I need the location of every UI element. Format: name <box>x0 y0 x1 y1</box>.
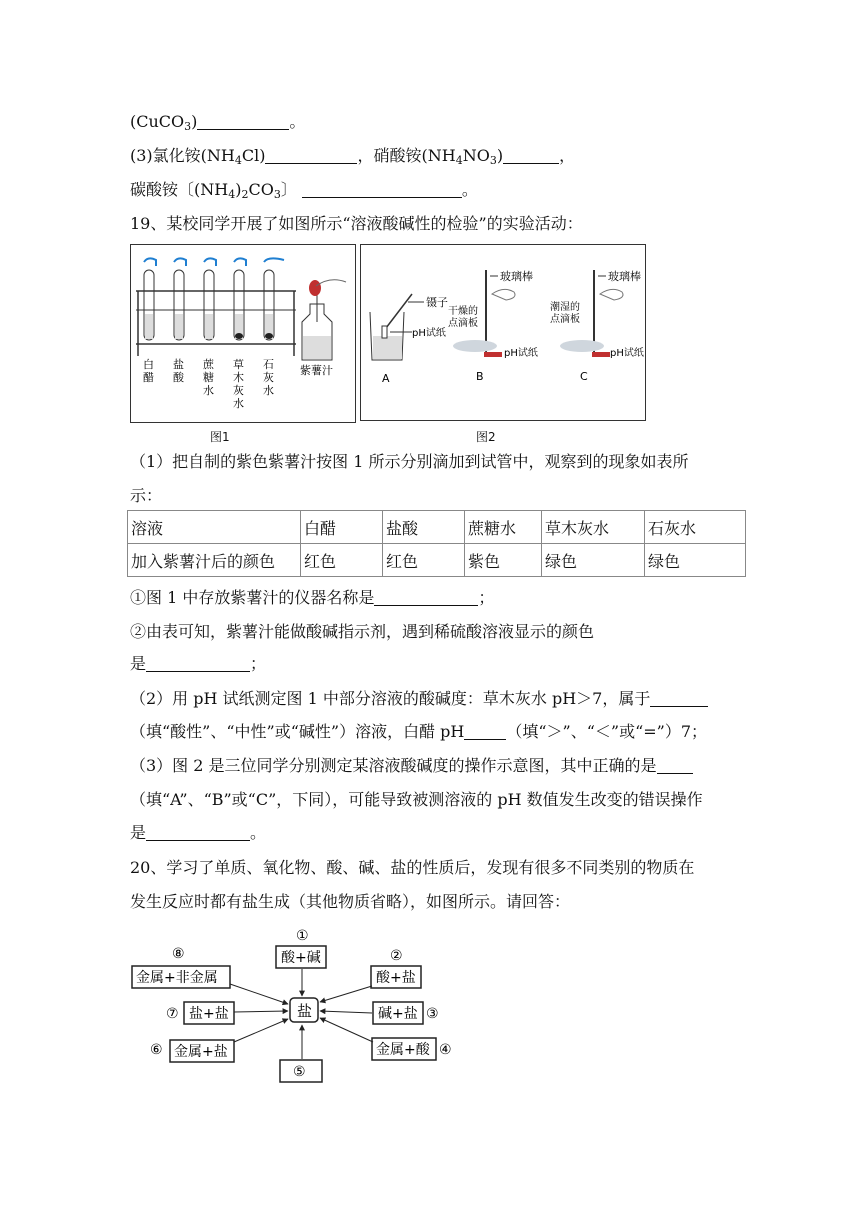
table-cell: 红色 <box>301 544 383 577</box>
q19-part3-line2: （填“A”、“B”或“C”，下同），可能导致被测溶液的 pH 数值发生改变的错误操作 <box>130 790 703 809</box>
num-8: ⑧ <box>172 946 185 962</box>
rod-label-c: 玻璃棒 <box>608 270 641 283</box>
wet-plate-label <box>550 300 580 325</box>
box-5: ⑤ <box>293 1064 306 1080</box>
q19-item2-line2: 是 ； <box>130 654 267 673</box>
answer-blank[interactable] <box>146 655 250 672</box>
line-ammonium-carbonate: 碳酸铵〔$(NH_4)_2CO_3$〕 。 <box>130 180 478 201</box>
box-7: 盐+盐 <box>189 1006 229 1022</box>
q19-part2-line2: （填“酸性”、“中性”或“碱性”）溶液，白醋 pH （填“＞”、“＜”或“=”）7； <box>130 722 708 741</box>
color-table <box>127 510 746 577</box>
question-19: 19、某校同学开展了如图所示“溶液酸碱性的检验”的实验活动： <box>130 214 583 233</box>
answer-blank[interactable] <box>197 113 289 130</box>
num-1: ① <box>296 928 309 944</box>
table-cell: 白醋 <box>301 511 383 544</box>
center-label: 盐 <box>297 1002 313 1020</box>
table-cell: 绿色 <box>542 544 645 577</box>
rod-label-b: 玻璃棒 <box>500 270 533 283</box>
num-6: ⑥ <box>150 1042 163 1058</box>
table-cell: 紫色 <box>465 544 542 577</box>
box-4: 金属+酸 <box>376 1042 430 1058</box>
table-row <box>128 544 746 577</box>
table-cell: 石灰水 <box>645 511 746 544</box>
answer-blank[interactable] <box>265 147 357 164</box>
line-cuco3: (CuCO$_3$) 。 <box>130 112 306 133</box>
num-4: ④ <box>439 1042 452 1058</box>
q19-item2-line1: ②由表可知，紫薯汁能做酸碱指示剂，遇到稀硫酸溶液显示的颜色 <box>130 622 595 641</box>
ph-paper-label-c: pH试纸 <box>610 348 644 359</box>
dry-plate-line2: 点滴板 <box>448 318 478 329</box>
answer-blank[interactable] <box>503 147 559 164</box>
salt-diagram <box>126 922 466 1092</box>
box-2: 酸+盐 <box>376 970 416 986</box>
tube-label-5: 石灰水 <box>263 358 274 397</box>
label-c: C <box>580 370 588 383</box>
q19-part3-line3: 是 。 <box>130 823 267 842</box>
tube-label-3: 蔗糖水 <box>203 358 214 397</box>
table-cell: 溶液 <box>128 511 301 544</box>
figure-2 <box>360 244 646 426</box>
num-3: ③ <box>426 1006 439 1022</box>
num-2: ② <box>390 948 403 964</box>
answer-blank[interactable] <box>302 181 462 198</box>
table-cell: 加入紫薯汁后的颜色 <box>128 544 301 577</box>
box-1: 酸+碱 <box>281 950 321 966</box>
table-cell: 绿色 <box>645 544 746 577</box>
tube-label-1: 白醋 <box>143 358 154 384</box>
num-7: ⑦ <box>166 1006 179 1022</box>
figure-2-caption: 图2 <box>476 430 496 444</box>
box-8: 金属+非金属 <box>136 970 218 986</box>
table-row <box>128 511 746 544</box>
figure-1-caption: 图1 <box>210 430 230 444</box>
tube-label-4: 草木灰水 <box>233 358 244 410</box>
label-a: A <box>382 372 390 385</box>
table-cell: 蔗糖水 <box>465 511 542 544</box>
wet-plate-line1: 潮湿的 <box>550 302 580 313</box>
q19-part2-line1: （2）用 pH 试纸测定图 1 中部分溶液的酸碱度：草木灰水 pH＞7，属于 <box>130 689 708 709</box>
table-cell: 红色 <box>383 544 465 577</box>
table-cell: 草木灰水 <box>542 511 645 544</box>
q19-item1: ①图 1 中存放紫薯汁的仪器名称是 ； <box>130 588 495 607</box>
dry-plate-line1: 干燥的 <box>448 306 478 317</box>
answer-blank[interactable] <box>146 824 250 841</box>
ph-paper-label-a: pH试纸 <box>412 328 446 339</box>
answer-blank[interactable] <box>657 757 693 774</box>
line-ammonium: (3)氯化铵$(NH_4Cl)$ ，硝酸铵$(NH_4NO_3)$ ， <box>130 146 576 167</box>
table-cell: 盐酸 <box>383 511 465 544</box>
tweezers-label: 镊子 <box>426 296 448 309</box>
bottle-label: 紫薯汁 <box>300 364 333 377</box>
answer-blank[interactable] <box>650 690 708 707</box>
dry-plate-label <box>448 304 478 329</box>
q19-part1-line2: 示： <box>130 486 163 505</box>
answer-blank[interactable] <box>374 589 478 606</box>
wet-plate-line2: 点滴板 <box>550 314 580 325</box>
question-20-line2: 发生反应时都有盐生成（其他物质省略），如图所示。请回答： <box>130 892 571 911</box>
q19-part3-line1: （3）图 2 是三位同学分别测定某溶液酸碱度的操作示意图，其中正确的是 <box>130 756 693 776</box>
figure-1 <box>130 244 356 428</box>
tube-label-2: 盐酸 <box>173 358 184 384</box>
ph-paper-label-b: pH试纸 <box>504 348 538 359</box>
label-b: B <box>476 370 484 383</box>
box-6: 金属+盐 <box>174 1044 228 1060</box>
question-20-line1: 20、学习了单质、氧化物、酸、碱、盐的性质后，发现有很多不同类别的物质在 <box>130 858 695 877</box>
answer-blank[interactable] <box>464 723 506 740</box>
box-3: 碱+盐 <box>378 1006 418 1022</box>
q19-part1-line1: （1）把自制的紫色紫薯汁按图 1 所示分别滴加到试管中，观察到的现象如表所 <box>130 452 689 471</box>
